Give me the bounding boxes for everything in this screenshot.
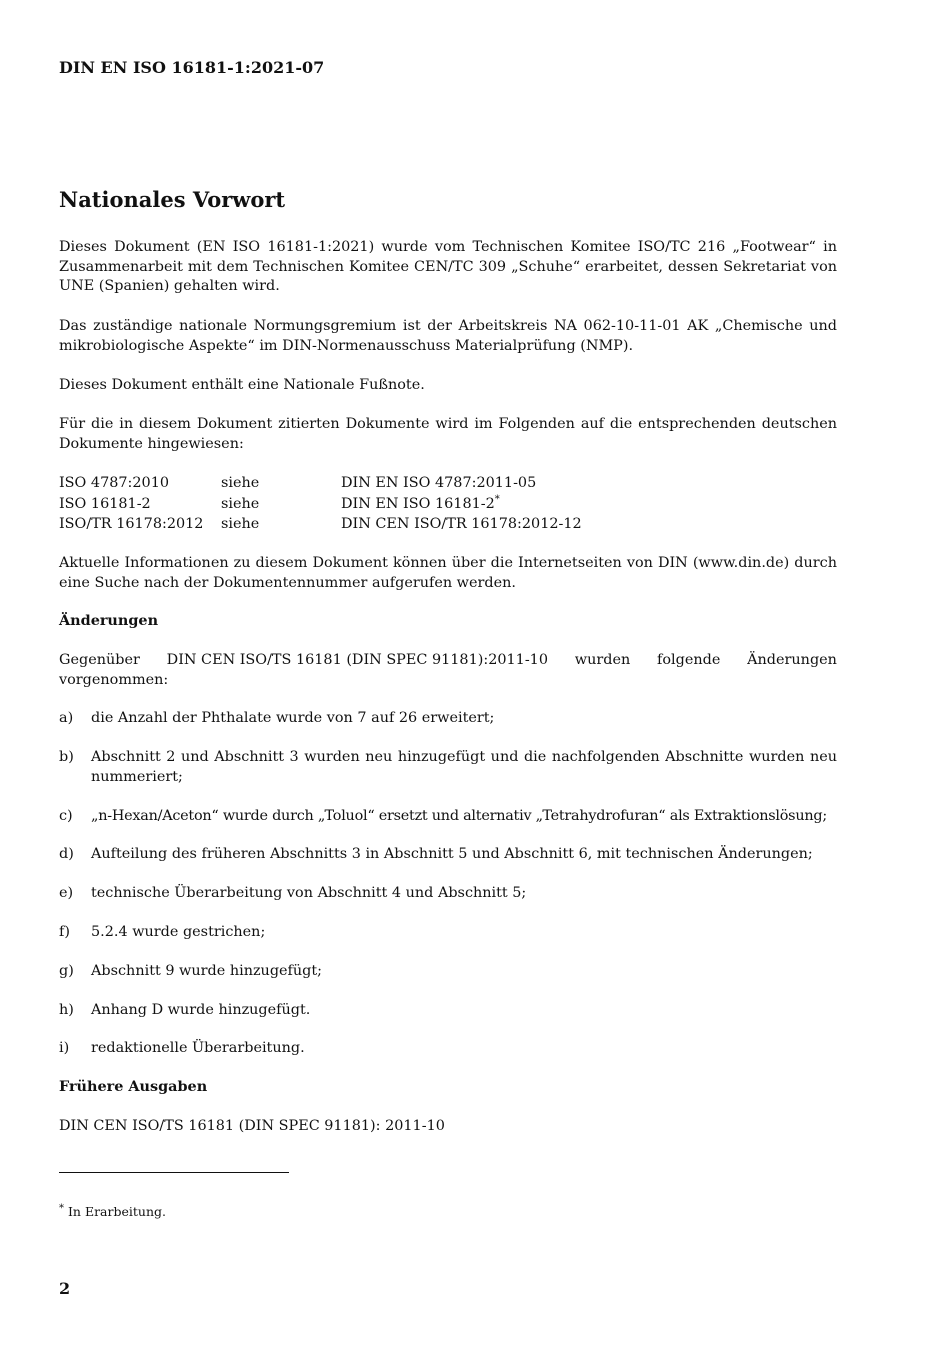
footnote-divider [59, 1172, 289, 1173]
reference-iso: ISO 4787:2010 [59, 475, 170, 491]
page-number: 2 [59, 1279, 71, 1298]
changes-intro-word: folgende [657, 652, 721, 668]
footnote-mark: * [59, 1202, 64, 1214]
reference-see: siehe [221, 495, 260, 512]
reference-table [59, 473, 837, 535]
changes-intro-word: wurden [574, 652, 631, 668]
reference-din: DIN EN ISO 4787:2011-05 [341, 475, 537, 491]
paragraph-national-body: Das zuständige nationale Normungsgremium ist der Arbeitskreis NA 062-10-11-01 AK „Chemische und mikrobiologische Aspekte“ im DIN-Normenausschuss Materialprüfung (NMP). [59, 318, 837, 354]
changes-intro-word: DIN CEN ISO/TS 16181 (DIN SPEC 91181):2011-10 [166, 652, 548, 668]
paragraph-references-intro: Für die in diesem Dokument zitierten Dokumente wird im Folgenden auf die entsprechenden deutschen Dokumente hingewiesen: [59, 416, 837, 452]
list-item [59, 748, 837, 787]
reference-iso: ISO 16181-2 [59, 495, 151, 512]
list-item-label: d) [59, 846, 74, 862]
list-item-label: g) [59, 963, 74, 979]
document-header: DIN EN ISO 16181-1:2021-07 [59, 58, 325, 77]
footnote [59, 1204, 166, 1219]
reference-see: siehe [221, 516, 260, 532]
changes-intro-word: Gegenüber [59, 652, 140, 668]
previous-editions-heading: Frühere Ausgaben [59, 1078, 208, 1095]
list-item-label: f) [59, 924, 70, 940]
list-item-label: c) [59, 808, 73, 824]
footnote-mark: * [494, 493, 500, 505]
list-item-label: a) [59, 710, 74, 726]
list-item-text: technische Überarbeitung von Abschnitt 4 und Abschnitt 5; [91, 885, 527, 901]
changes-intro-word: Änderungen [747, 652, 837, 668]
list-item [59, 1001, 837, 1021]
list-item [59, 845, 837, 865]
list-item-text: „n-Hexan/Aceton“ wurde durch „Toluol“ ersetzt und alternativ „Tetrahydrofuran“ als Extraktionslösung; [91, 808, 827, 824]
list-item [59, 923, 837, 943]
list-item [59, 709, 837, 729]
list-item-text: Abschnitt 2 und Abschnitt 3 wurden neu hinzugefügt und die nachfolgenden Abschnitte wurden neu nummeriert; [91, 749, 837, 785]
list-item-text: redaktionelle Überarbeitung. [91, 1040, 305, 1056]
changes-intro-continued: vorgenommen: [59, 671, 169, 688]
list-item [59, 1039, 837, 1059]
reference-din: DIN CEN ISO/TR 16178:2012-12 [341, 516, 582, 532]
paragraph-national-footnote: Dieses Dokument enthält eine Nationale Fußnote. [59, 377, 425, 393]
list-item-text: 5.2.4 wurde gestrichen; [91, 924, 266, 940]
reference-iso: ISO/TR 16178:2012 [59, 516, 204, 532]
list-item-label: b) [59, 749, 74, 765]
footnote-text: In Erarbeitung. [67, 1204, 166, 1219]
previous-editions-text: DIN CEN ISO/TS 16181 (DIN SPEC 91181): 2011-10 [59, 1118, 445, 1134]
changes-intro [59, 651, 837, 690]
page-title: Nationales Vorwort [59, 187, 286, 212]
reference-din: DIN EN ISO 16181-2* [341, 493, 500, 512]
list-item-text: Anhang D wurde hinzugefügt. [91, 1002, 311, 1018]
reference-row [59, 473, 837, 494]
list-item [59, 807, 837, 827]
list-item-text: Abschnitt 9 wurde hinzugefügt; [91, 963, 322, 979]
list-item [59, 884, 837, 904]
list-item-label: i) [59, 1040, 70, 1056]
changes-heading: Änderungen [59, 612, 159, 629]
paragraph-current-info: Aktuelle Informationen zu diesem Dokument können über die Internetseiten von DIN (www.din.de) durch eine Suche nach der Dokumentennummer aufgerufen werden. [59, 555, 837, 591]
list-item-text: die Anzahl der Phthalate wurde von 7 auf 26 erweitert; [91, 710, 495, 726]
list-item [59, 962, 837, 982]
list-item-label: h) [59, 1002, 74, 1018]
reference-see: siehe [221, 475, 260, 491]
list-item-text: Aufteilung des früheren Abschnitts 3 in Abschnitt 5 und Abschnitt 6, mit technischen Änderungen; [91, 846, 813, 862]
reference-row [59, 514, 837, 535]
paragraph-committee: Dieses Dokument (EN ISO 16181-1:2021) wurde vom Technischen Komitee ISO/TC 216 „Footwear“ in Zusammenarbeit mit dem Technischen Komitee CEN/TC 309 „Schuhe“ erarbeitet, dessen Sekretariat von UNE (Spanien) gehalten wird. [59, 239, 837, 294]
list-item-label: e) [59, 885, 74, 901]
reference-row [59, 494, 837, 515]
